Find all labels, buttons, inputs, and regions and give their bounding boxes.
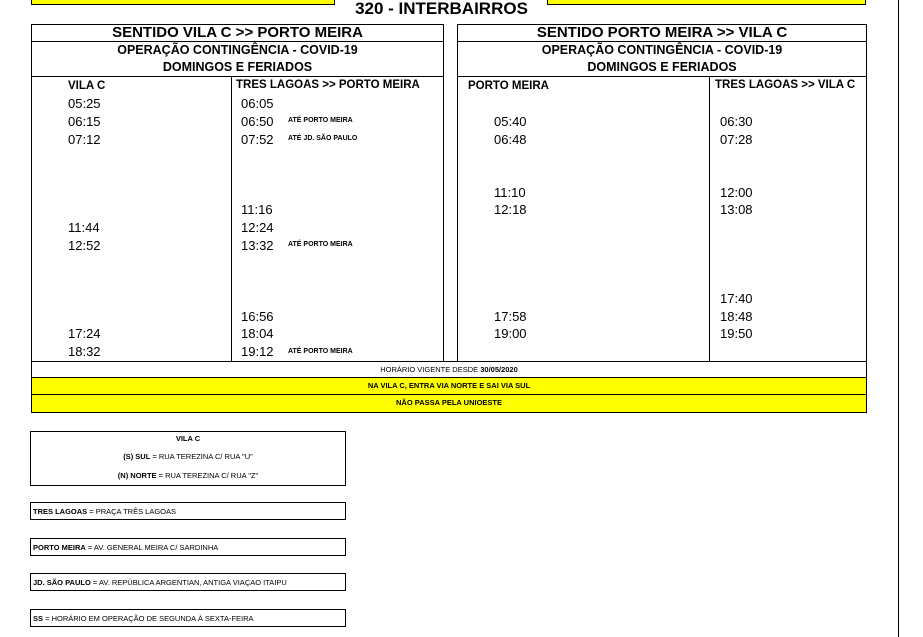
right-operation-title: OPERAÇÃO CONTINGÊNCIA - COVID-19 <box>541 43 783 57</box>
unioeste-note: NÃO PASSA PELA UNIOESTE <box>396 398 502 407</box>
legend-jd-sao-paulo: JD. SÃO PAULO = AV. REPÚBLICA ARGENTIAN, ANTIGA VIAÇAO ITAIPU <box>30 573 346 591</box>
left-header-divider <box>31 41 444 42</box>
right-days-title: DOMINGOS E FERIADOS <box>587 60 737 74</box>
time-cell: 11:44 <box>68 220 100 235</box>
header-bar-left <box>31 0 335 5</box>
time-cell: 18:04 <box>241 326 274 341</box>
time-cell: 07:28 <box>720 132 753 147</box>
legend-tres-lagoas: TRES LAGOAS = PRAÇA TRÊS LAGOAS <box>30 502 346 520</box>
legend-vila-c-title: VILA C <box>175 434 201 443</box>
trip-note: ATÉ PORTO MEIRA <box>288 117 353 124</box>
entry-note-row <box>31 377 867 395</box>
left-col-tres-lagoas-header: TRES LAGOAS >> PORTO MEIRA <box>236 79 420 91</box>
time-cell: 18:32 <box>68 344 101 359</box>
time-cell: 12:18 <box>494 202 527 217</box>
time-cell: 07:12 <box>68 132 101 147</box>
right-column-divider <box>709 76 710 362</box>
left-operation-title: OPERAÇÃO CONTINGÊNCIA - COVID-19 <box>117 43 358 57</box>
time-cell: 18:48 <box>720 309 753 324</box>
entry-note: NA VILA C, ENTRA VIA NORTE E SAI VIA SUL <box>367 381 531 390</box>
time-cell: 17:58 <box>494 309 527 324</box>
right-col-tres-lagoas-header: TRES LAGOAS >> VILA C <box>715 79 856 91</box>
trip-note: ATÉ JD. SÃO PAULO <box>288 135 358 142</box>
time-cell: 06:05 <box>241 96 274 111</box>
left-direction-title: SENTIDO VILA C >> PORTO MEIRA <box>112 24 363 41</box>
validity-prefix: HORÁRIO VIGENTE DESDE <box>380 365 481 374</box>
right-subheader-divider <box>457 76 867 77</box>
time-cell: 19:12 <box>241 344 274 359</box>
unioeste-note-row <box>31 394 867 413</box>
time-cell: 05:40 <box>494 114 527 129</box>
header-bar-right <box>547 0 866 5</box>
time-cell: 06:48 <box>494 132 527 147</box>
time-cell: 06:50 <box>241 114 274 129</box>
trip-note: ATÉ PORTO MEIRA <box>288 348 353 355</box>
time-cell: 13:32 <box>241 238 274 253</box>
time-cell: 12:52 <box>68 238 101 253</box>
time-cell: 19:00 <box>494 326 527 341</box>
right-header-divider <box>457 41 867 42</box>
time-cell: 05:25 <box>68 96 101 111</box>
time-cell: 12:24 <box>241 220 274 235</box>
time-cell: 06:30 <box>720 114 753 129</box>
time-cell: 13:08 <box>720 202 753 217</box>
route-title: 320 - INTERBAIRROS <box>355 0 528 18</box>
time-cell: 11:16 <box>241 202 273 217</box>
left-column-divider <box>231 76 232 362</box>
time-cell: 16:56 <box>241 309 274 324</box>
legend-sul: (S) SUL = RUA TEREZINA C/ RUA "U" <box>123 452 253 461</box>
time-cell: 11:10 <box>494 185 526 200</box>
right-direction-title: SENTIDO PORTO MEIRA >> VILA C <box>536 24 788 41</box>
validity-row <box>31 361 867 378</box>
page-edge-line <box>898 0 899 637</box>
time-cell: 12:00 <box>720 185 753 200</box>
time-cell: 17:24 <box>68 326 101 341</box>
left-days-title: DOMINGOS E FERIADOS <box>162 60 313 74</box>
left-subheader-divider <box>31 76 444 77</box>
legend-ss: SS = HORÁRIO EM OPERAÇÃO DE SEGUNDA À SEXTA-FEIRA <box>30 609 346 627</box>
legend-norte: (N) NORTE = RUA TEREZINA C/ RUA "Z" <box>117 471 259 480</box>
time-cell: 06:15 <box>68 114 101 129</box>
time-cell: 17:40 <box>720 291 753 306</box>
legend-porto-meira: PORTO MEIRA = AV. GENERAL MEIRA C/ SARDINHA <box>30 538 346 556</box>
time-cell: 07:52 <box>241 132 274 147</box>
right-col-porto-meira-header: PORTO MEIRA <box>468 80 549 92</box>
time-cell: 19:50 <box>720 326 753 341</box>
left-col-vila-c-header: VILA C <box>68 80 106 92</box>
validity-date: 30/05/2020 <box>480 365 518 374</box>
trip-note: ATÉ PORTO MEIRA <box>288 241 353 248</box>
